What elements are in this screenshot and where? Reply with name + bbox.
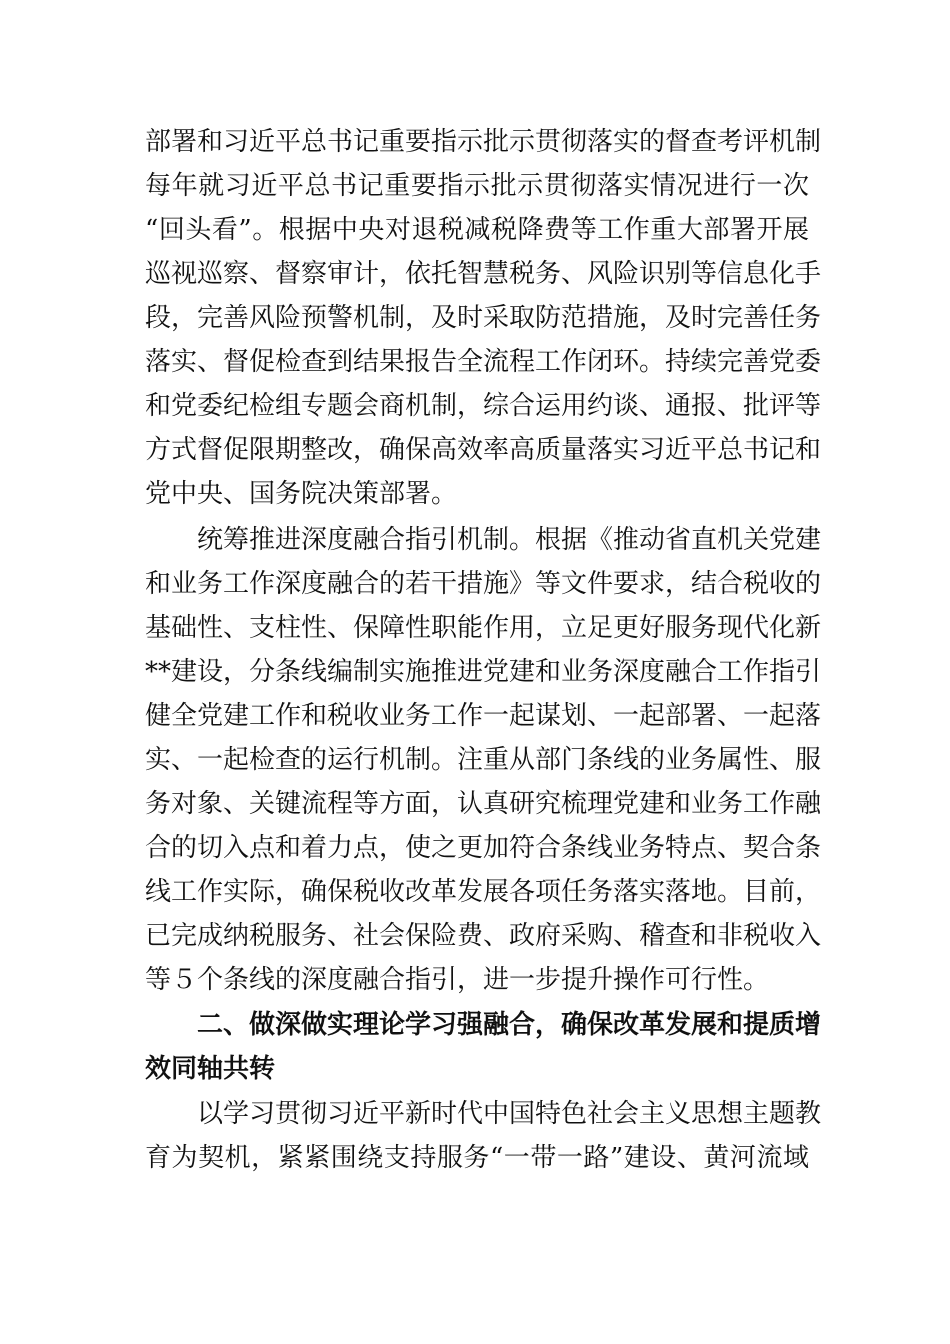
paragraph-line: “回头看”。根据中央对退税减税降费等工作重大部署开展 — [145, 215, 809, 245]
paragraph-line: 线工作实际，确保税收改革发展各项任务落实落地。目前， — [145, 877, 822, 907]
section-heading: 效同轴共转 — [145, 1054, 276, 1084]
paragraph-line: 段，完善风险预警机制，及时采取防范措施，及时完善任务 — [145, 303, 822, 333]
paragraph-line: 实、一起检查的运行机制。注重从部门条线的业务属性、服 — [145, 745, 822, 775]
section-heading: 二、做深做实理论学习强融合，确保改革发展和提质增 — [145, 1010, 822, 1040]
paragraph-line: 方式督促限期整改，确保高效率高质量落实习近平总书记和 — [145, 435, 822, 465]
paragraph-line: 以学习贯彻习近平新时代中国特色社会主义思想主题教 — [145, 1099, 822, 1129]
paragraph-line: 巡视巡察、督察审计，依托智慧税务、风险识别等信息化手 — [145, 259, 822, 289]
paragraph-line: 部署和习近平总书记重要指示批示贯彻落实的督查考评机制 — [145, 127, 822, 157]
paragraph-line: 和业务工作深度融合的若干措施》等文件要求，结合税收的 — [145, 569, 822, 599]
paragraph-line: **建设，分条线编制实施推进党建和业务深度融合工作指引 — [145, 657, 822, 687]
paragraph-line: 等５个条线的深度融合指引，进一步提升操作可行性。 — [145, 965, 770, 995]
paragraph-line: 党中央、国务院决策部署。 — [145, 479, 458, 509]
paragraph-line: 每年就习近平总书记重要指示批示贯彻落实情况进行一次 — [145, 171, 809, 201]
paragraph-line: 统筹推进深度融合指引机制。根据《推动省直机关党建 — [145, 525, 822, 555]
paragraph-line: 落实、督促检查到结果报告全流程工作闭环。持续完善党委 — [145, 347, 822, 377]
paragraph-line: 基础性、支柱性、保障性职能作用，立足更好服务现代化新 — [145, 613, 822, 643]
paragraph-line: 育为契机，紧紧围绕支持服务“一带一路”建设、黄河流域 — [145, 1143, 809, 1173]
paragraph-line: 和党委纪检组专题会商机制，综合运用约谈、通报、批评等 — [145, 391, 822, 421]
paragraph-line: 合的切入点和着力点，使之更加符合条线业务特点、契合条 — [145, 833, 822, 863]
paragraph-line: 健全党建工作和税收业务工作一起谋划、一起部署、一起落 — [145, 701, 822, 731]
paragraph-line: 务对象、关键流程等方面，认真研究梳理党建和业务工作融 — [145, 789, 822, 819]
paragraph-line: 已完成纳税服务、社会保险费、政府采购、稽查和非税收入 — [145, 921, 822, 951]
